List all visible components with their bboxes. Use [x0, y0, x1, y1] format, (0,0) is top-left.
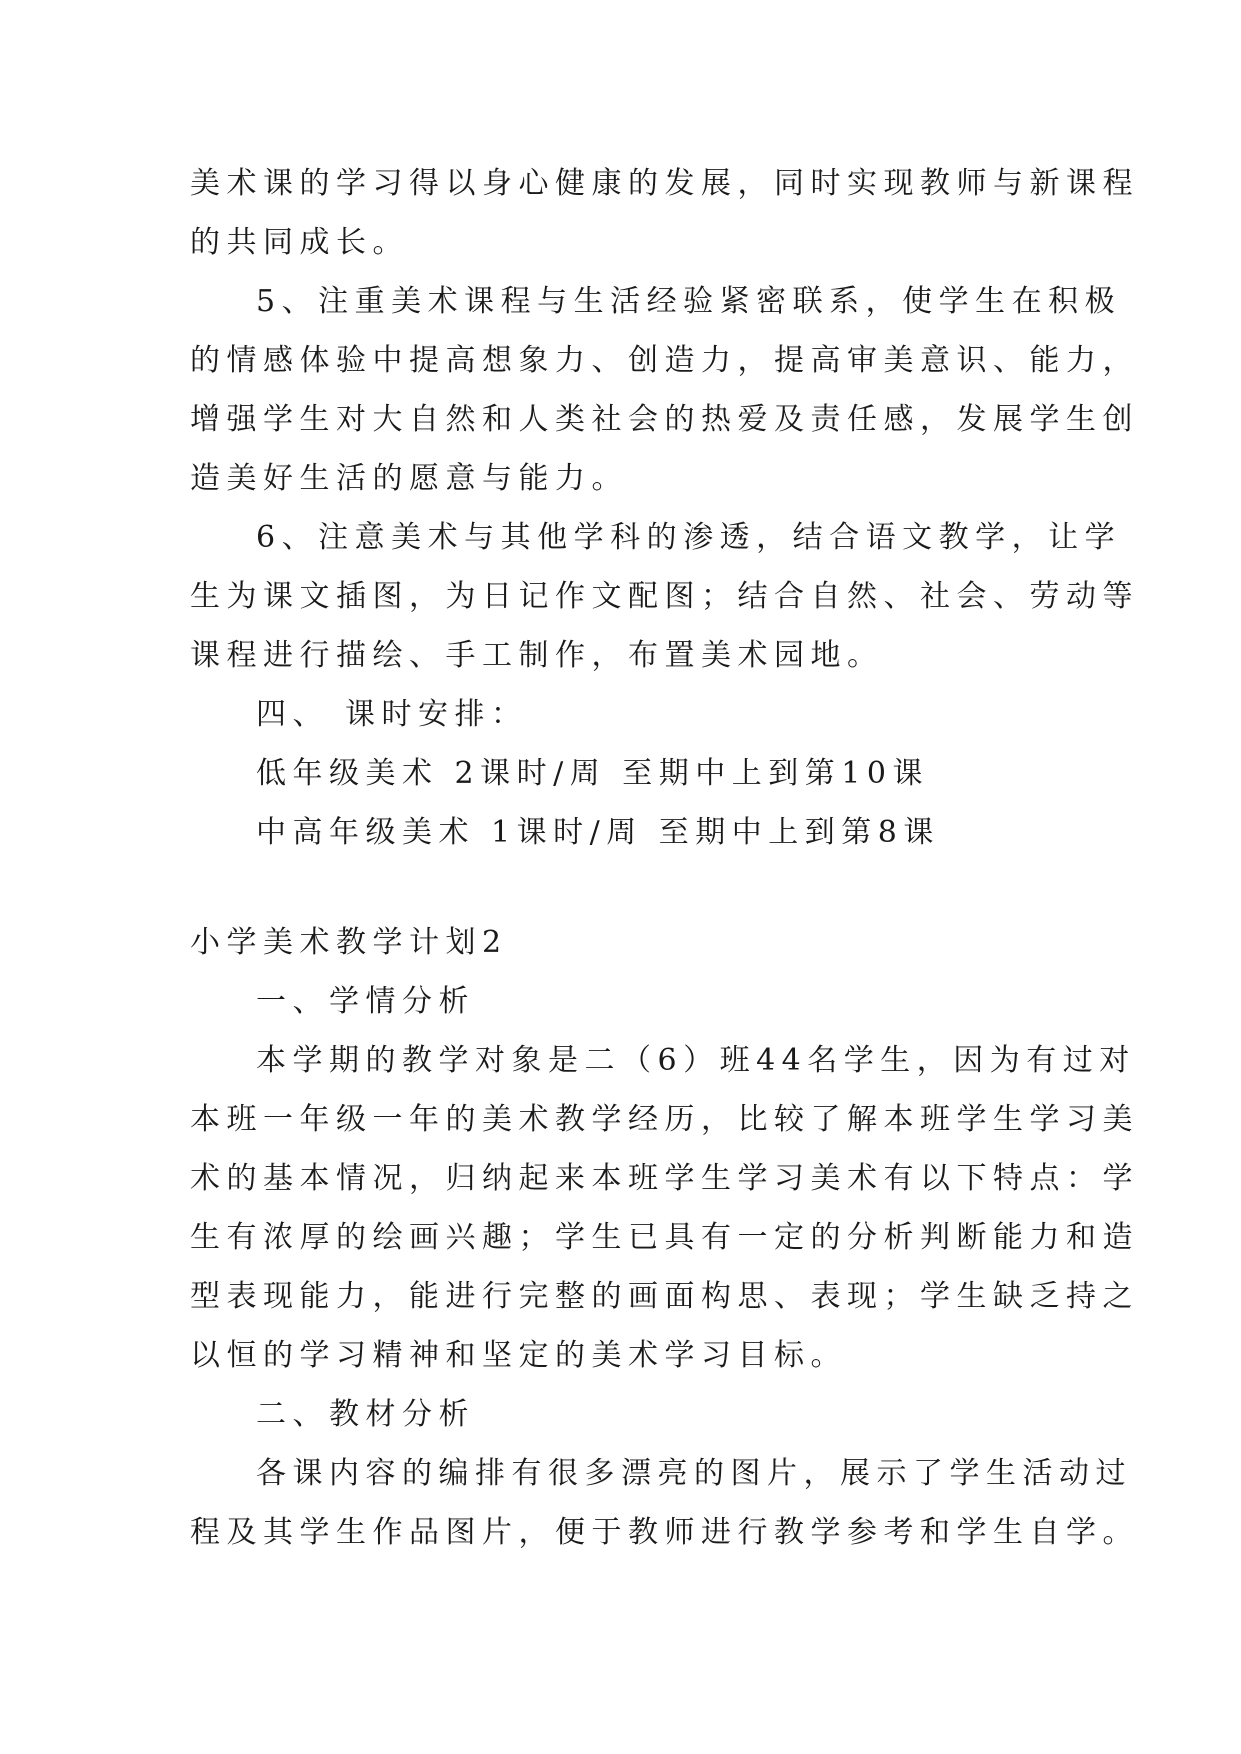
text-line: 6、注意美术与其他学科的渗透，结合语文教学，让学	[256, 520, 1122, 555]
document-title: 小学美术教学计划2	[190, 925, 508, 960]
text-line: 的情感体验中提高想象力、创造力，提高审美意识、能力，	[190, 343, 1139, 378]
text-line: 中高年级美术 1课时/周 至期中上到第8课	[256, 815, 940, 850]
text-line: 增强学生对大自然和人类社会的热爱及责任感，发展学生创	[190, 402, 1139, 437]
text-line: 术的基本情况，归纳起来本班学生学习美术有以下特点：学	[190, 1161, 1139, 1196]
text-line: 本班一年级一年的美术教学经历，比较了解本班学生学习美	[190, 1102, 1139, 1137]
text-line: 型表现能力，能进行完整的画面构思、表现；学生缺乏持之	[190, 1279, 1139, 1314]
section-heading: 二、教材分析	[256, 1397, 475, 1432]
text-line: 课程进行描绘、手工制作，布置美术园地。	[190, 638, 884, 673]
section-heading: 四、 课时安排：	[256, 697, 528, 732]
text-line: 低年级美术 2课时/周 至期中上到第10课	[256, 756, 929, 791]
text-line: 美术课的学习得以身心健康的发展，同时实现教师与新课程	[190, 166, 1139, 201]
text-line: 本学期的教学对象是二（6）班44名学生，因为有过对	[256, 1043, 1136, 1078]
text-line: 的共同成长。	[190, 225, 409, 260]
text-line: 以恒的学习精神和坚定的美术学习目标。	[190, 1338, 847, 1373]
text-line: 5、注重美术课程与生活经验紧密联系，使学生在积极	[256, 284, 1122, 319]
section-heading: 一、学情分析	[256, 984, 475, 1019]
text-line: 生为课文插图，为日记作文配图；结合自然、社会、劳动等	[190, 579, 1139, 614]
text-line: 程及其学生作品图片，便于教师进行教学参考和学生自学。	[190, 1515, 1139, 1550]
text-line: 造美好生活的愿意与能力。	[190, 461, 628, 496]
text-line: 各课内容的编排有很多漂亮的图片，展示了学生活动过	[256, 1456, 1132, 1491]
text-line: 生有浓厚的绘画兴趣；学生已具有一定的分析判断能力和造	[190, 1220, 1139, 1255]
